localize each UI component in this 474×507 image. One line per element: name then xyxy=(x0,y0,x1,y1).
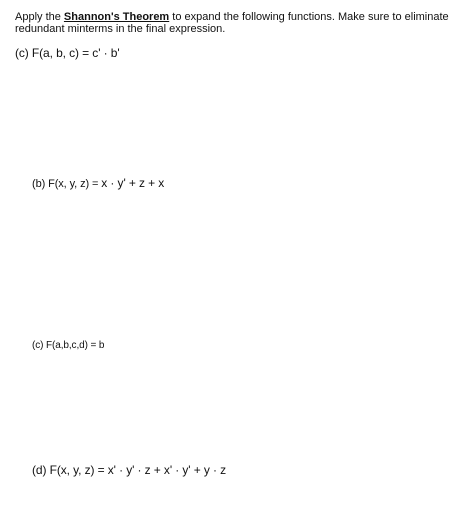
problem-d: (d) F(x, y, z) = x' · y' · z + x' · y' + y · z xyxy=(32,463,227,477)
problem-b-expression: x · y' + z + x xyxy=(101,176,165,190)
problem-b xyxy=(32,176,164,190)
shannons-theorem-emphasis: Shannon's Theorem xyxy=(63,11,170,23)
problem-b-label: (b) F(x, y, z) = xyxy=(32,178,102,190)
instructions-prefix: Apply the xyxy=(15,11,64,23)
problem-c-second: (c) F(a,b,c,d) = b xyxy=(32,340,105,351)
instructions xyxy=(15,11,465,35)
problem-c-first: (c) F(a, b, c) = c' · b' xyxy=(15,46,120,60)
instructions-suffix: to expand the following functions. Make sure to eliminate redundant minterms in the final expression. xyxy=(15,11,449,35)
